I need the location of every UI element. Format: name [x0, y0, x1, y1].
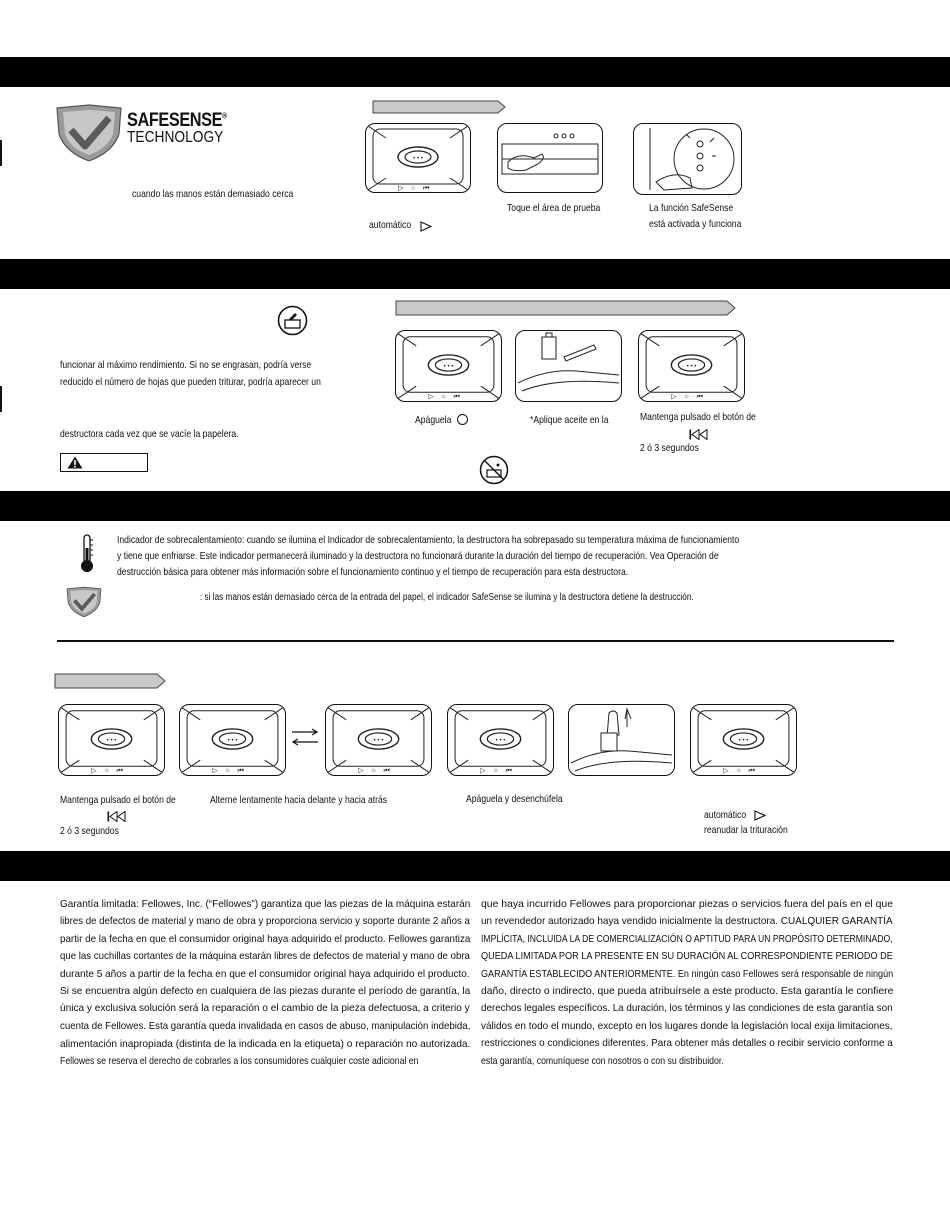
warranty-line: válidos en todo el mundo, excepto en los lugares donde la legislación local exija limitaciones, — [481, 1019, 893, 1032]
remove-paper-illustration — [568, 704, 675, 776]
warranty-line: libres de defectos de material y mano de obra y proporciona servicio y soporte durante 2 años a — [60, 915, 470, 928]
oil-application-illustration — [515, 330, 622, 402]
svg-text:• • •: • • • — [413, 156, 423, 162]
caption-safesense-active-2: está activada y funciona — [649, 218, 742, 230]
section-header-maintenance — [0, 259, 950, 289]
control-panel-illustration — [447, 704, 554, 776]
warranty-line: Si se encuentra algún defecto en cualquiera de las piezas durante el período de garantía, la — [60, 984, 471, 997]
section-header-safesense — [0, 57, 950, 87]
section-header-indicators — [0, 491, 950, 521]
overheat-line-2: y tiene que enfriarse. Este indicador permanecerá iluminado y la destructora no funcionará durante la duración del tiempo de recuperación. Vea Operación de — [117, 550, 719, 562]
step-banner — [54, 673, 166, 687]
warranty-line: durante 5 años a partir de la fecha en que el consumidor original haya adquirido el producto. — [60, 967, 470, 980]
svg-text:▷ ○ ⏮: ▷ ○ ⏮ — [91, 767, 123, 775]
caption-safesense-active-1: La función SafeSense — [649, 202, 734, 214]
control-panel-illustration — [179, 704, 286, 776]
maintenance-line-2: reducido el número de hojas que pueden triturar, podría aparecer un — [60, 376, 321, 388]
svg-text:▷ ○ ⏮: ▷ ○ ⏮ — [358, 767, 390, 775]
caption-oil: *Aplique aceite en la — [530, 414, 609, 426]
overheat-line-3: destrucción básica para obtener más información sobre el funcionamiento continuo y el tiempo de recuperación para esta destructora. — [117, 566, 629, 578]
margin-tick — [0, 386, 2, 412]
forward-triangle-icon — [420, 219, 432, 237]
safesense-hands-text: cuando las manos están demasiado cerca — [132, 188, 294, 200]
overheat-line-1: Indicador de sobrecalentamiento: cuando se ilumina el Indicador de sobrecalentamiento, la destructora ha sobrepasado su temperatura máxima de funcionamiento — [117, 534, 740, 546]
section-header-warranty — [0, 851, 950, 881]
caption-hold-1: Mantenga pulsado el botón de — [640, 411, 756, 423]
control-panel-illustration — [58, 704, 165, 776]
warranty-line: que haya incurrido Fellowes para proporcionar piezas o servicios fuera del país en el que — [481, 898, 893, 910]
margin-tick — [0, 140, 2, 166]
caption-off: Apáguela — [415, 414, 452, 426]
warranty-line: partir de la fecha en que el consumidor original haya adquirido el producto. Fellowes garantiza — [60, 932, 471, 945]
control-panel-illustration — [365, 123, 471, 193]
warranty-line: IMPLÍCITA, INCLUIDA LA DE COMERCIALIZACIÓN O APTITUD PARA UN PROPÓSITO DETERMINADO, — [481, 932, 893, 945]
alternate-arrows-icon — [290, 727, 320, 752]
warranty-line: cuenta de Fellowes. Esta garantía queda invalidada en casos de abuso, manipulación indebida, — [60, 1019, 471, 1032]
maintenance-line-3: destructora cada vez que se vacíe la papelera. — [60, 428, 239, 440]
warranty-line: QUEDA LIMITADA POR LA PRESENTE EN SU DURACIÓN AL CORRESPONDIENTE PERIODO DE — [481, 950, 893, 963]
warranty-line: alimentación inapropiada (distinta de la indicada en la etiqueta) o reparación no autorizada. — [60, 1038, 471, 1050]
svg-text:• • •: • • • — [738, 738, 749, 745]
svg-text:▷ ○ ⏮: ▷ ○ ⏮ — [671, 393, 703, 401]
safesense-shield-icon — [66, 586, 102, 623]
warranty-line: un revendedor autorizado haya vendido inicialmente la destructora. CUALQUIER GARANTÍA — [481, 915, 893, 928]
warning-triangle-icon — [67, 456, 83, 469]
svg-text:• • •: • • • — [495, 738, 506, 745]
warranty-right-column — [481, 896, 893, 1070]
logo-name: SAFESENSE — [127, 110, 223, 131]
warranty-left-column — [60, 896, 470, 1035]
jam-caption-unplug: Apáguela y desenchúfela — [466, 793, 563, 805]
warning-box — [60, 453, 148, 472]
svg-text:▷ ○ ⏮: ▷ ○ ⏮ — [428, 393, 460, 401]
step-banner — [395, 300, 736, 314]
svg-text:▷ ○ ⏮: ▷ ○ ⏮ — [398, 185, 430, 192]
test-area-illustration — [497, 123, 603, 193]
warranty-line: derechos legales específicos. La duración, los términos y las condiciones de esta garantía son — [481, 1002, 893, 1015]
warranty-line: restricciones o condiciones diferentes. Para obtener más detalles o recibir servicio conforme a — [481, 1037, 893, 1050]
safesense-auto-label: automático — [369, 219, 412, 231]
safesense-shield-logo — [55, 104, 123, 162]
safesense-indicator-text: : si las manos están demasiado cerca de la entrada del papel, el indicador SafeSense se ilumina y la destructora detiene la destrucción. — [200, 592, 694, 603]
control-panel-illustration — [690, 704, 797, 776]
section-divider — [57, 640, 894, 642]
svg-text:• • •: • • • — [686, 364, 697, 371]
jam-caption-resume: reanudar la trituración — [704, 824, 788, 836]
control-panel-illustration — [325, 704, 432, 776]
svg-text:• • •: • • • — [443, 364, 454, 371]
step-banner — [372, 100, 506, 114]
warranty-line: esta garantía, comuníquese con nosotros o con su distribuidor. — [481, 1054, 724, 1067]
warranty-line: Garantía limitada: Fellowes, Inc. (“Fellowes”) garantiza que las piezas de la máquina estarán — [60, 898, 471, 910]
warranty-line: única y exclusiva solución será la reparación o el cambio de la pieza defectuosa, a criterio y — [60, 1002, 470, 1015]
svg-text:• • •: • • • — [227, 738, 238, 745]
svg-text:▷ ○ ⏮: ▷ ○ ⏮ — [723, 767, 755, 775]
warranty-line: que las cuchillas cortantes de la máquina estarán libres de defectos de material y mano de obra — [60, 950, 470, 963]
warranty-line: Fellowes se reserva el derecho de cobrarles a los consumidores cualquier coste adicional en — [60, 1055, 419, 1068]
jam-caption-hold-2: 2 ó 3 segundos — [60, 825, 119, 837]
caption-test-area: Toque el área de prueba — [507, 202, 601, 214]
warranty-line: GARANTÍA ESTABLECIDO ANTERIORMENTE. En ningún caso Fellowes será responsable de ningún — [481, 967, 894, 980]
power-circle-icon — [457, 414, 468, 425]
jam-caption-alternate: Alterne lentamente hacia delante y hacia atrás — [210, 794, 388, 806]
control-panel-illustration — [638, 330, 745, 402]
warranty-left-column-continued — [60, 1036, 470, 1071]
svg-text:• • •: • • • — [106, 738, 117, 745]
jam-caption-auto: automático — [704, 809, 747, 821]
no-oil-aerosol-icon — [479, 455, 509, 490]
logo-subtitle: TECHNOLOGY — [127, 129, 224, 146]
maintenance-line-1: funcionar al máximo rendimiento. Si no se engrasan, podría verse — [60, 359, 312, 371]
thermometer-icon — [79, 534, 95, 579]
logo-mark: ® — [222, 111, 227, 121]
svg-text:• • •: • • • — [373, 738, 384, 745]
svg-text:▷ ○ ⏮: ▷ ○ ⏮ — [480, 767, 512, 775]
svg-text:▷ ○ ⏮: ▷ ○ ⏮ — [212, 767, 244, 775]
caption-hold-2: 2 ó 3 segundos — [640, 442, 699, 454]
jam-caption-hold-1: Mantenga pulsado el botón de — [60, 794, 176, 806]
warranty-line: daño, directo o indirecto, que pueda atribuírsele a este producto. Esta garantía le confiere — [481, 984, 894, 997]
safesense-active-illustration — [633, 123, 742, 195]
oil-icon — [277, 305, 308, 341]
control-panel-illustration — [395, 330, 502, 402]
